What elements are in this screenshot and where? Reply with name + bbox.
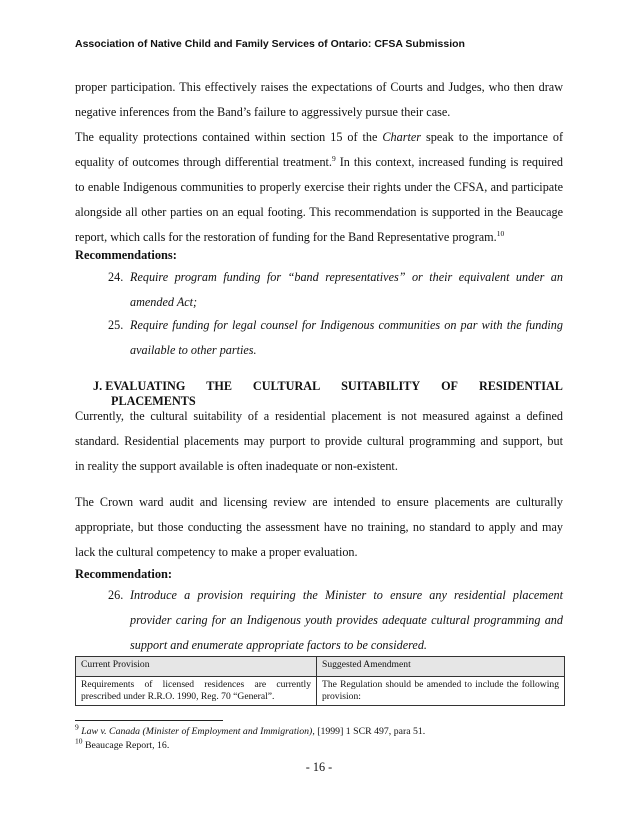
recommendation-number: 25. [108,318,124,332]
text-line: available to other parties. [130,343,257,357]
amendment-table [75,656,565,706]
text-line [75,225,563,250]
footnote-number: 9 [75,722,79,732]
text-line [75,125,563,150]
citation-text: Beaucage Report, 16. [82,740,170,751]
paragraph-crown-ward-audit [75,490,563,565]
recommendation-24 [108,265,563,315]
table-row [76,677,565,706]
table-header-row [76,657,565,677]
table-header-cell: Suggested Amendment [317,657,565,677]
text-line: to enable Indigenous communities to properly exercise their rights under the CFSA, and participate [75,180,563,194]
text-line: lack the cultural competency to make a proper evaluation. [75,545,358,559]
table-header-cell: Current Provision [76,657,317,677]
text-line: amended Act; [130,295,198,309]
text-line: negative inferences from the Band’s failure to aggressively pursue their case. [75,105,451,119]
text-line: Require funding for legal counsel for Indigenous communities on par with the funding [130,318,563,332]
page-number: - 16 - [305,760,333,774]
footnote-10 [75,736,170,751]
recommendation-number: 26. [108,588,124,602]
text-line: Introduce a provision requiring the Minister to ensure any residential placement [130,588,563,602]
text-segment: In this context, increased funding is required [335,155,563,169]
text-segment: report, which calls for the restoration of funding for the Band Representative program. [75,230,497,244]
text-line: The Crown ward audit and licensing review are intended to ensure placements are culturally [75,495,563,509]
heading-word: OF [441,379,459,393]
text-line: proper participation. This effectively raises the expectations of Courts and Judges, who then draw [75,80,563,94]
recommendations-heading: Recommendations: [75,248,177,262]
text-line: standard. Residential placements may purport to provide cultural programming and support, but [75,434,563,448]
footnote-9 [75,722,426,737]
heading-word: J. EVALUATING [93,379,186,393]
heading-line [93,379,563,394]
text-segment: The equality protections contained within section 15 of the [75,130,383,144]
case-name: Law v. Canada (Minister of Employment and Immigration) [81,726,313,737]
footnote-number: 10 [75,736,83,746]
heading-word: PLACEMENTS [111,394,196,408]
footnote-separator [75,720,223,721]
recommendation-25 [108,313,563,363]
heading-word: THE [206,379,232,393]
text-segment: speak to the importance of [421,130,563,144]
recommendation-26 [108,583,563,658]
running-header: Association of Native Child and Family Services of Ontario: CFSA Submission [75,38,465,50]
text-line: appropriate, but those conducting the assessment have no training, no standard to apply and may [75,520,563,534]
paragraph-participation [75,75,563,125]
citation-text: , [1999] 1 SCR 497, para 51. [312,726,426,737]
paragraph-current-suitability [75,404,563,479]
text-line [75,150,563,175]
heading-word: CULTURAL [252,379,321,393]
text-line: Currently, the cultural suitability of a residential placement is not measured against a defined [75,409,563,423]
text-line: support and enumerate appropriate factors to be considered. [130,638,427,652]
text-line: in reality the support available is often inadequate or non-existent. [75,459,398,473]
table-cell: Requirements of licensed residences are currently prescribed under R.R.O. 1990, Reg. 70 “General”. [76,677,317,706]
footnote-ref-10[interactable]: 10 [496,228,505,238]
charter-italic: Charter [382,130,422,144]
text-line: provider caring for an Indigenous youth provides adequate cultural programming and [130,613,563,627]
recommendation-heading: Recommendation: [75,567,173,581]
recommendation-number: 24. [108,270,124,284]
table-cell: The Regulation should be amended to include the following provision: [317,677,565,706]
footnote-ref-9[interactable]: 9 [331,153,336,163]
heading-word: SUITABILITY [341,379,421,393]
text-segment: equality of outcomes through differential treatment. [75,155,332,169]
heading-word: RESIDENTIAL [478,379,563,393]
text-line: alongside all other parties on an equal footing. This recommendation is supported in the Beaucage [75,205,563,219]
paragraph-equality [75,125,563,250]
text-line: Require program funding for “band representatives” or their equivalent under an [130,270,563,284]
